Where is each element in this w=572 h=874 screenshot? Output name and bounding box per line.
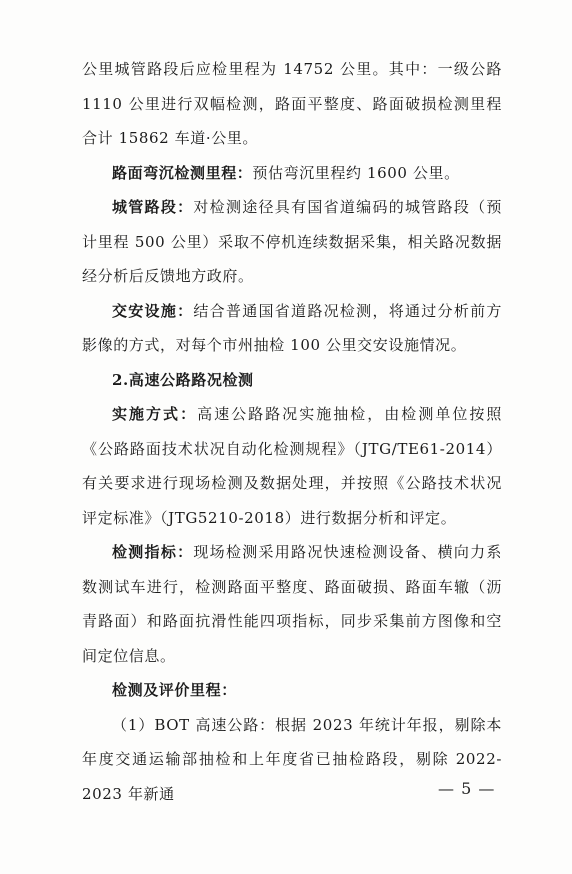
paragraph-heading: 实施方式： bbox=[112, 405, 198, 423]
paragraph-implementation bbox=[82, 397, 502, 535]
paragraph-urban-sections bbox=[82, 190, 502, 294]
section-heading-text: 2.高速公路路况检测 bbox=[112, 370, 254, 389]
paragraph-deflection-mileage bbox=[82, 156, 502, 191]
paragraph-text: （1）BOT 高速公路：根据 2023 年统计年报，剔除本年度交通运输部抽检和上年度省已抽检路段，剔除 2022-2023 年新通 bbox=[82, 715, 502, 803]
paragraph-text: 预估弯沉里程约 1600 公里。 bbox=[252, 163, 460, 182]
section-heading-expressway bbox=[82, 363, 502, 398]
paragraph-heading: 检测及评价里程： bbox=[112, 681, 237, 699]
paragraph-text: 对检测途径具有国省道编码的城管路段（预计里程 500 公里）采取不停机连续数据采集，相关路况数据经分析后反馈地方政府。 bbox=[82, 198, 502, 285]
paragraph-evaluation-mileage-heading bbox=[82, 673, 502, 708]
page-number: — 5 — bbox=[438, 779, 496, 798]
paragraph-text: 现场检测采用路况快速检测设备、横向力系数测试车进行，检测路面平整度、路面破损、路面车辙（沥青路面）和路面抗滑性能四项指标，同步采集前方图像和空间定位信息。 bbox=[82, 543, 502, 665]
paragraph-text: 公里城管路段后应检里程为 14752 公里。其中：一级公路 1110 公里进行双幅检测，路面平整度、路面破损检测里程合计 15862 车道·公里。 bbox=[82, 60, 502, 147]
paragraph-heading: 城管路段： bbox=[112, 198, 194, 216]
paragraph-heading: 检测指标： bbox=[112, 543, 194, 561]
paragraph-traffic-safety bbox=[82, 294, 502, 363]
paragraph-text: 结合普通国省道路况检测，将通过分析前方影像的方式，对每个市州抽检 100 公里交安设施情况。 bbox=[82, 301, 502, 354]
paragraph-heading: 路面弯沉检测里程： bbox=[112, 163, 253, 182]
paragraph-continuation bbox=[82, 52, 502, 156]
paragraph-heading: 交安设施： bbox=[112, 301, 194, 320]
paragraph-indicators bbox=[82, 535, 502, 673]
paragraph-text: 高速公路路况实施抽检，由检测单位按照《公路路面技术状况自动化检测规程》（JTG/TE61-2014）有关要求进行现场检测及数据处理，并按照《公路技术状况评定标准》（JTG5210-2018）进行数据分析和评定。 bbox=[82, 405, 502, 527]
document-body bbox=[82, 52, 502, 811]
